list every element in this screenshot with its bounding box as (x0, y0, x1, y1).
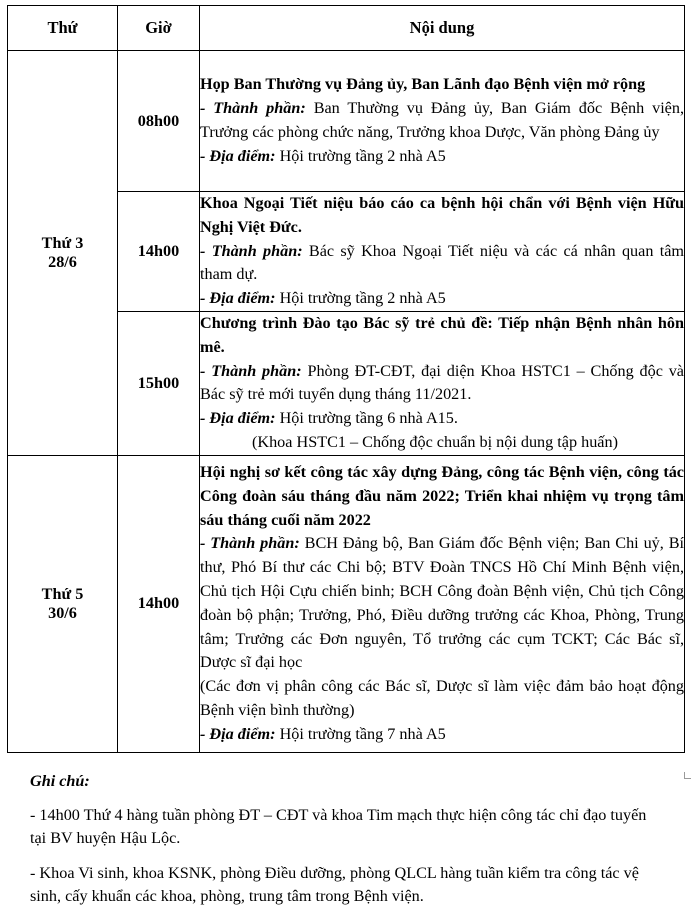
participants-label: - Thành phần: (200, 99, 306, 118)
participants-text: Bác sỹ Khoa Ngoại Tiết niệu và các cá nhân quan tâm tham dự. (200, 241, 684, 284)
participants-text: BCH Đảng bộ, Ban Giám đốc Bệnh viện; Ban Chi uỷ, Bí thư, Phó Bí thư các Chi bộ; BTV Đoàn TNCS Hồ Chí Minh Bệnh viện, Chủ tịch Hội Cựu chiến binh; BCH Công đoàn Bệnh viện, Chủ tịch Công đoàn bộ phận; Trưởng, Phó, Điều dưỡng trưởng các Khoa, Phòng, Trung tâm; Trưởng các Đơn nguyên, Tổ trưởng các cụm TCKT; Các Bác sĩ, Dược sĩ đại học (200, 534, 684, 672)
table-header-row (8, 6, 685, 51)
participants-label: - Thành phần: (200, 241, 303, 260)
header-day: Thứ (8, 6, 118, 51)
paragraph-corner-mark (684, 772, 691, 779)
location-label: - Địa điểm: (200, 146, 276, 165)
schedule-table (7, 5, 685, 753)
participants-text: Phòng ĐT-CĐT, đại diện Khoa HSTC1 – Chống độc và Bác sỹ trẻ mới tuyển dụng tháng 11/2021. (200, 361, 684, 404)
event-participants (200, 360, 684, 408)
event-content (200, 192, 685, 312)
table-row (8, 51, 685, 192)
day-cell (8, 455, 118, 752)
notes-section (30, 770, 650, 920)
header-time: Giờ (118, 6, 200, 51)
event-content (200, 455, 685, 752)
day-cell (8, 51, 118, 456)
table-row (8, 455, 685, 752)
note-item: - 14h00 Thứ 4 hàng tuần phòng ĐT – CĐT và khoa Tim mạch thực hiện công tác chỉ đạo tuyến tại BV huyện Hậu Lộc. (30, 805, 647, 847)
event-title: Chương trình Đào tạo Bác sỹ trẻ chủ đề: Tiếp nhận Bệnh nhân hôn mê. (200, 313, 684, 356)
location-text: Hội trường tầng 2 nhà A5 (279, 289, 446, 308)
time-cell: 14h00 (118, 455, 200, 752)
event-content (200, 311, 685, 455)
event-location (200, 407, 684, 431)
event-participants (200, 97, 684, 145)
time-cell: 14h00 (118, 192, 200, 312)
date: 30/6 (48, 603, 77, 622)
event-title: Khoa Ngoại Tiết niệu báo cáo ca bệnh hội chẩn với Bệnh viện Hữu Nghị Việt Đức. (200, 194, 684, 236)
event-note: (Các đơn vị phân công các Bác sĩ, Dược sĩ làm việc đảm bảo hoạt động Bệnh viện bình thường) (200, 677, 684, 719)
note-item: - Khoa Vi sinh, khoa KSNK, phòng Điều dưỡng, phòng QLCL hàng tuần kiểm tra công tác vệ sinh, cấy khuẩn các khoa, phòng, trung tâm trong Bệnh viện. (30, 863, 639, 905)
event-location (200, 723, 684, 747)
event-title: Họp Ban Thường vụ Đảng ủy, Ban Lãnh đạo Bệnh viện mở rộng (200, 75, 646, 94)
weekday: Thứ 5 (41, 584, 84, 603)
participants-label: - Thành phần: (200, 534, 300, 553)
participants-text: Ban Thường vụ Đảng ủy, Ban Giám đốc Bệnh viện, Trưởng các phòng chức năng, Trưởng khoa Dược, Văn phòng Đảng ủy (200, 99, 685, 141)
participants-label: - Thành phần: (200, 361, 302, 380)
event-location (200, 145, 684, 169)
time-cell: 08h00 (118, 51, 200, 192)
location-text: Hội trường tầng 2 nhà A5 (279, 146, 446, 165)
location-text: Hội trường tầng 6 nhà A15. (279, 409, 458, 428)
event-note: (Khoa HSTC1 – Chống độc chuẩn bị nội dung tập huấn) (252, 432, 618, 451)
event-participants (200, 240, 684, 288)
date: 28/6 (48, 252, 77, 271)
time-cell: 15h00 (118, 311, 200, 455)
location-label: - Địa điểm: (200, 724, 276, 743)
event-location (200, 287, 684, 311)
weekday: Thứ 3 (41, 233, 84, 252)
header-content: Nội dung (200, 6, 685, 51)
location-label: - Địa điểm: (200, 409, 276, 428)
location-text: Hội trường tầng 7 nhà A5 (279, 724, 446, 743)
event-content (200, 51, 685, 192)
event-title: Hội nghị sơ kết công tác xây dựng Đảng, công tác Bệnh viện, công tác Công đoàn sáu tháng đầu năm 2022; Triển khai nhiệm vụ trọng tâm sáu tháng cuối năm 2022 (200, 462, 684, 529)
notes-title: Ghi chú: (30, 772, 90, 790)
event-participants (200, 532, 684, 675)
location-label: - Địa điểm: (200, 289, 276, 308)
